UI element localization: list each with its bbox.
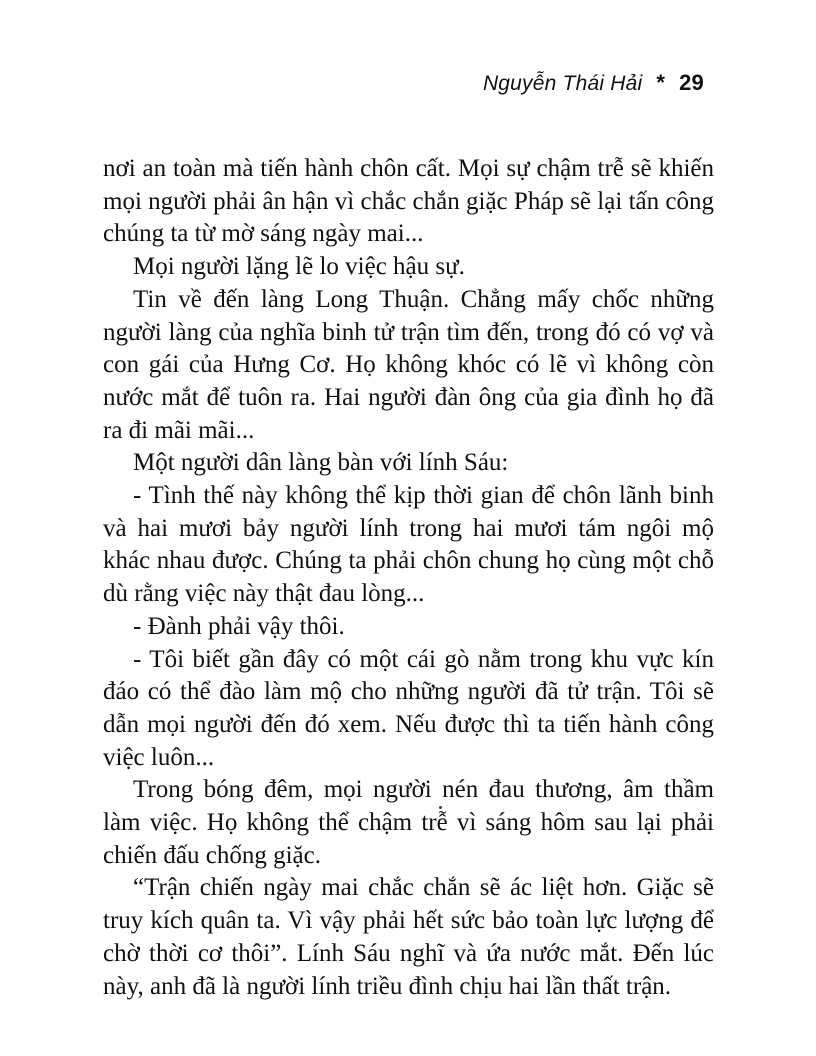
header-author: Nguyễn Thái Hải [482, 72, 643, 95]
dialogue-paragraph: - Đành phải vậy thôi. [133, 612, 345, 640]
paragraph: Một người dân làng bàn với lính Sáu: [133, 449, 509, 477]
dialogue-paragraph: - Tình thế này không thể kịp thời gian để chôn lãnh binh và hai mươi bảy người lính trong hai mươi tám ngôi mộ khác nhau được. Chúng ta phải chôn chung họ cùng một chỗ dù rằng việc này thật đau lòng... [103, 482, 714, 608]
paragraph: nơi an toàn mà tiến hành chôn cất. Mọi sự chậm trễ sẽ khiến mọi người phải ân hận vì chắc chắn giặc Pháp sẽ lại tấn công chúng ta từ mờ sáng ngày mai... [103, 155, 714, 248]
paragraph: Trong bóng đêm, mọi người nén đau thương, âm thầm làm việc. Họ không thể chậm trễ vì sáng hôm sau lại phải chiến đấu chống giặc. [103, 776, 714, 869]
running-header [483, 70, 704, 96]
paragraph: Tin về đến làng Long Thuận. Chẳng mấy chốc những người làng của nghĩa binh tử trận tìm đến, trong đó có vợ và con gái của Hưng Cơ. Họ không khóc có lẽ vì không còn nước mắt để tuôn ra. Hai người đàn ông của gia đình họ đã ra đi mãi mãi... [103, 285, 714, 444]
dialogue-paragraph: - Tôi biết gần đây có một cái gò nằm trong khu vực kín đáo có thể đào làm mộ cho những người đã tử trận. Tôi sẽ dẫn mọi người đến đó xem. Nếu được thì ta tiến hành công việc luôn... [103, 645, 714, 771]
body-text [103, 153, 714, 1003]
paragraph: “Trận chiến ngày mai chắc chắn sẽ ác liệt hơn. Giặc sẽ truy kích quân ta. Vì vậy phải hết sức bảo toàn lực lượng để chờ thời cơ thôi”. Lính Sáu nghĩ và ứa nước mắt. Đến lúc này, anh đã là người lính triều đình chịu hai lần thất trận. [103, 874, 714, 1000]
scan-speck [439, 806, 442, 809]
paragraph: Mọi người lặng lẽ lo việc hậu sự. [133, 253, 465, 281]
header-separator: * [656, 70, 666, 95]
page-number: 29 [679, 70, 704, 95]
